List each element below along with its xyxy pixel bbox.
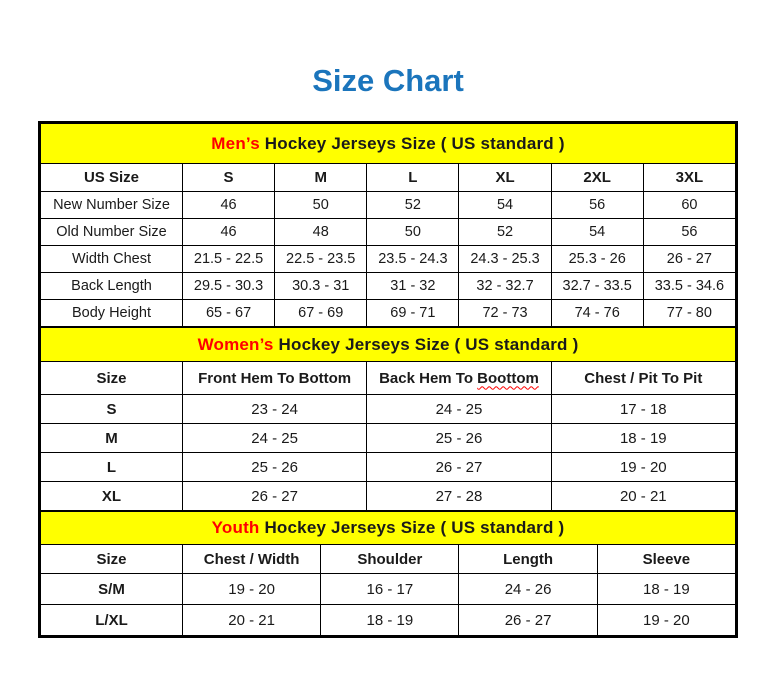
col-header: Size <box>41 545 183 574</box>
value-cell: 46 <box>182 192 274 219</box>
value-cell: 16 - 17 <box>321 574 459 605</box>
value-cell: 74 - 76 <box>551 300 643 327</box>
col-header: Front Hem To Bottom <box>182 362 366 395</box>
col-header: Shoulder <box>321 545 459 574</box>
col-header-misspelled <box>367 362 551 395</box>
value-cell: 19 - 20 <box>597 605 735 636</box>
col-header: XL <box>459 164 551 192</box>
table-row <box>41 300 736 327</box>
womens-header-row <box>41 362 736 395</box>
table-row <box>41 273 736 300</box>
youth-band-rest: Hockey Jerseys Size ( US standard ) <box>259 518 565 537</box>
value-cell: 50 <box>275 192 367 219</box>
youth-band-title <box>41 512 736 545</box>
value-cell: 32 - 32.7 <box>459 273 551 300</box>
value-cell: 26 - 27 <box>459 605 597 636</box>
mens-band-title <box>41 124 736 164</box>
value-cell: 54 <box>459 192 551 219</box>
mens-band-row <box>41 124 736 164</box>
value-cell: 25 - 26 <box>182 453 366 482</box>
col-header: 3XL <box>643 164 735 192</box>
misspelled-word: Boottom <box>477 369 539 387</box>
col-header: Chest / Width <box>182 545 320 574</box>
row-label: Width Chest <box>41 246 183 273</box>
value-cell: 54 <box>551 219 643 246</box>
value-cell: 31 - 32 <box>367 273 459 300</box>
row-label: Old Number Size <box>41 219 183 246</box>
mens-band-rest: Hockey Jerseys Size ( US standard ) <box>259 133 565 153</box>
value-cell: 24.3 - 25.3 <box>459 246 551 273</box>
row-label: Body Height <box>41 300 183 327</box>
table-row <box>41 424 736 453</box>
value-cell: 56 <box>551 192 643 219</box>
size-chart <box>38 121 738 638</box>
table-row <box>41 192 736 219</box>
col-header: M <box>275 164 367 192</box>
value-cell: 60 <box>643 192 735 219</box>
value-cell: 26 - 27 <box>367 453 551 482</box>
size-label: S/M <box>41 574 183 605</box>
table-row <box>41 246 736 273</box>
value-cell: 27 - 28 <box>367 482 551 511</box>
youth-band-row <box>41 512 736 545</box>
value-cell: 26 - 27 <box>643 246 735 273</box>
womens-size-table <box>40 327 736 511</box>
womens-band-rest: Hockey Jerseys Size ( US standard ) <box>273 334 579 354</box>
col-header: US Size <box>41 164 183 192</box>
value-cell: 29.5 - 30.3 <box>182 273 274 300</box>
value-cell: 50 <box>367 219 459 246</box>
value-cell: 46 <box>182 219 274 246</box>
table-row <box>41 605 736 636</box>
value-cell: 32.7 - 33.5 <box>551 273 643 300</box>
col-header: Sleeve <box>597 545 735 574</box>
value-cell: 19 - 20 <box>182 574 320 605</box>
value-cell: 65 - 67 <box>182 300 274 327</box>
youth-size-table <box>40 511 736 636</box>
size-label: XL <box>41 482 183 511</box>
table-row <box>41 395 736 424</box>
value-cell: 56 <box>643 219 735 246</box>
value-cell: 21.5 - 22.5 <box>182 246 274 273</box>
value-cell: 20 - 21 <box>551 482 735 511</box>
value-cell: 17 - 18 <box>551 395 735 424</box>
mens-header-row <box>41 164 736 192</box>
womens-band-title <box>41 328 736 362</box>
table-row <box>41 219 736 246</box>
value-cell: 77 - 80 <box>643 300 735 327</box>
col-header: L <box>367 164 459 192</box>
value-cell: 25.3 - 26 <box>551 246 643 273</box>
womens-band-highlight: Women’s <box>197 334 274 354</box>
youth-band-highlight: Youth <box>211 518 260 537</box>
size-label: M <box>41 424 183 453</box>
table-row <box>41 453 736 482</box>
size-label: L/XL <box>41 605 183 636</box>
value-cell: 23.5 - 24.3 <box>367 246 459 273</box>
mens-size-table <box>40 123 736 327</box>
value-cell: 23 - 24 <box>182 395 366 424</box>
value-cell: 69 - 71 <box>367 300 459 327</box>
womens-band-row <box>41 328 736 362</box>
value-cell: 30.3 - 31 <box>275 273 367 300</box>
col-header: Size <box>41 362 183 395</box>
value-cell: 33.5 - 34.6 <box>643 273 735 300</box>
page-title: Size Chart <box>312 63 464 98</box>
value-cell: 26 - 27 <box>182 482 366 511</box>
table-row <box>41 574 736 605</box>
value-cell: 22.5 - 23.5 <box>275 246 367 273</box>
value-cell: 52 <box>367 192 459 219</box>
col-header: S <box>182 164 274 192</box>
col-header: 2XL <box>551 164 643 192</box>
col-header: Length <box>459 545 597 574</box>
value-cell: 67 - 69 <box>275 300 367 327</box>
size-label: S <box>41 395 183 424</box>
value-cell: 24 - 25 <box>182 424 366 453</box>
value-cell: 24 - 26 <box>459 574 597 605</box>
value-cell: 18 - 19 <box>551 424 735 453</box>
value-cell: 52 <box>459 219 551 246</box>
youth-header-row <box>41 545 736 574</box>
value-cell: 48 <box>275 219 367 246</box>
value-cell: 18 - 19 <box>597 574 735 605</box>
col-header: Chest / Pit To Pit <box>551 362 735 395</box>
value-cell: 25 - 26 <box>367 424 551 453</box>
row-label: New Number Size <box>41 192 183 219</box>
mens-band-highlight: Men’s <box>211 133 260 153</box>
value-cell: 19 - 20 <box>551 453 735 482</box>
value-cell: 24 - 25 <box>367 395 551 424</box>
value-cell: 20 - 21 <box>182 605 320 636</box>
value-cell: 18 - 19 <box>321 605 459 636</box>
col-header-text: Back Hem To <box>379 369 478 387</box>
size-label: L <box>41 453 183 482</box>
row-label: Back Length <box>41 273 183 300</box>
value-cell: 72 - 73 <box>459 300 551 327</box>
table-row <box>41 482 736 511</box>
